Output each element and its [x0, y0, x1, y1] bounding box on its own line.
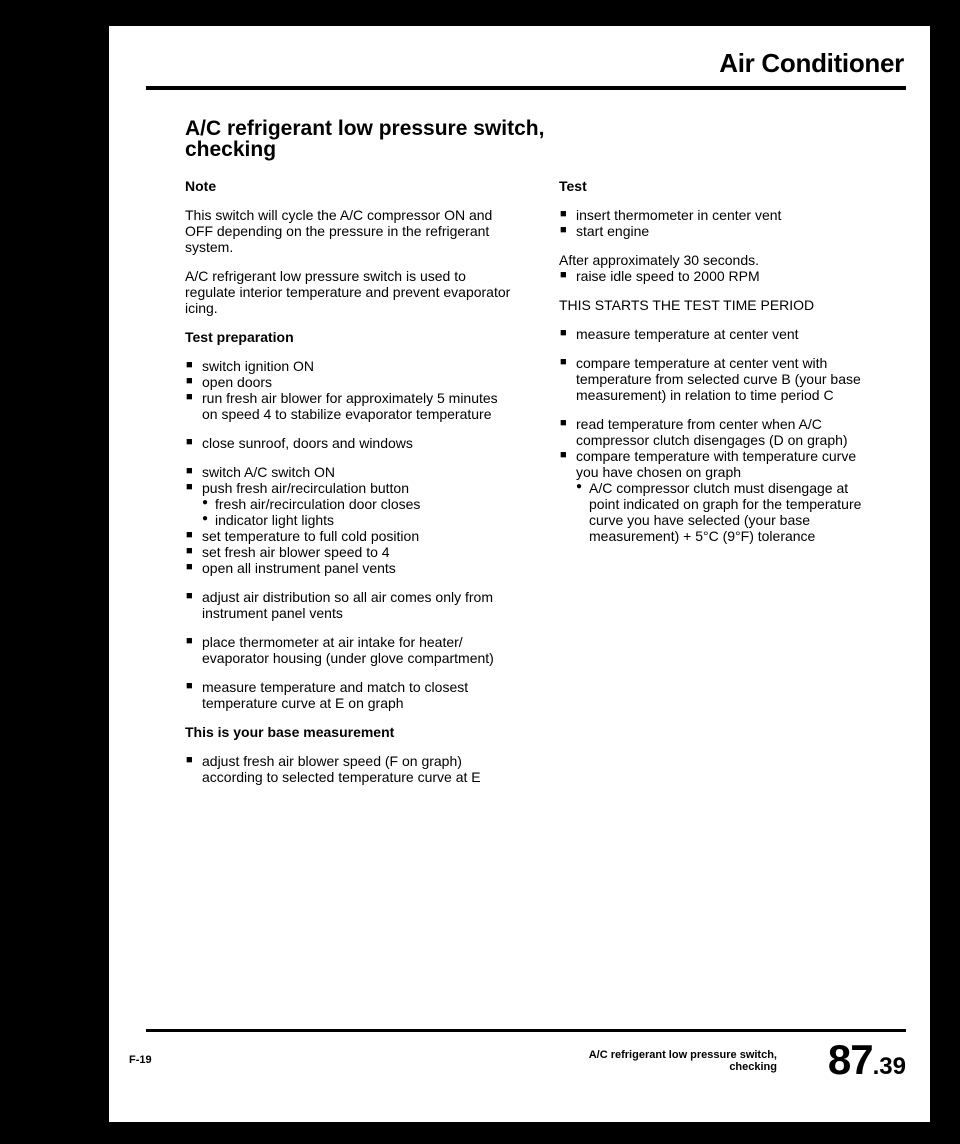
after-text: After approximately 30 seconds.	[559, 252, 759, 268]
bullet-item: ■ set temperature to full cold position	[185, 528, 515, 544]
bullet-item: ■ measure temperature at center vent	[559, 326, 879, 342]
page-header-title: Air Conditioner	[719, 48, 904, 78]
bullet-group	[559, 252, 879, 284]
footer-caption	[577, 1049, 777, 1073]
left-column	[185, 178, 515, 798]
bullet-group	[559, 207, 879, 239]
note-paragraph-1: This switch will cycle the A/C compressor ON and OFF depending on the pressure in the refrigerant system.	[185, 207, 493, 255]
page-number-minor: .39	[872, 1053, 906, 1080]
header-rule	[146, 86, 906, 90]
page-number	[828, 1036, 906, 1084]
bullet-item: ■ adjust fresh air blower speed (F on graph) according to selected temperature curve at E	[185, 753, 515, 785]
bullet-group	[185, 358, 515, 422]
test-period-text: THIS STARTS THE TEST TIME PERIOD	[559, 297, 815, 313]
page-number-major: 87	[827, 1036, 873, 1083]
note-paragraph-2: A/C refrigerant low pressure switch is used to regulate interior temperature and prevent evaporator icing.	[185, 268, 511, 316]
footer-caption-line-2: checking	[729, 1061, 777, 1073]
section-title: A/C refrigerant low pressure switch, checking	[185, 117, 545, 161]
sub-bullet-item: ● A/C compressor clutch must disengage at point indicated on graph for the temperature curve you have selected (your base measurement) + 5°C (9°F) tolerance	[559, 480, 879, 544]
bullet-item: ■ read temperature from center when A/C compressor clutch disengages (D on graph)	[559, 416, 879, 448]
test-heading: Test	[559, 178, 587, 194]
bullet-group	[185, 634, 515, 666]
bullet-group	[185, 589, 515, 621]
base-measurement-heading: This is your base measurement	[185, 724, 395, 740]
bullet-item: ■ compare temperature with temperature curve you have chosen on graph	[559, 448, 879, 480]
bullet-group	[185, 464, 515, 576]
footer-caption-line-1: A/C refrigerant low pressure switch,	[588, 1049, 777, 1061]
footer-code: F-19	[129, 1054, 152, 1066]
sub-bullet-item: ● indicator light lights	[185, 512, 515, 528]
bullet-group	[185, 435, 515, 451]
bullet-item: ■ set fresh air blower speed to 4	[185, 544, 515, 560]
bullet-item: ■ compare temperature at center vent with temperature from selected curve B (your base measurement) in relation to time period C	[559, 355, 879, 403]
bullet-item: ■ close sunroof, doors and windows	[185, 435, 515, 451]
bullet-item: ■ insert thermometer in center vent	[559, 207, 879, 223]
sub-bullet-item: ● fresh air/recirculation door closes	[185, 496, 515, 512]
bullet-item: ■ adjust air distribution so all air comes only from instrument panel vents	[185, 589, 515, 621]
bullet-item: ■ open doors	[185, 374, 515, 390]
bullet-group	[185, 753, 515, 785]
test-preparation-heading: Test preparation	[185, 329, 294, 345]
note-heading: Note	[185, 178, 217, 194]
bullet-item: ■ run fresh air blower for approximately 5 minutes on speed 4 to stabilize evaporator temperature	[185, 390, 515, 422]
bullet-item: ■ push fresh air/recirculation button	[185, 480, 515, 496]
bullet-item: ■ measure temperature and match to closest temperature curve at E on graph	[185, 679, 515, 711]
manual-page	[109, 26, 930, 1122]
bullet-group	[185, 679, 515, 711]
right-column	[559, 178, 879, 557]
bullet-item: ■ switch A/C switch ON	[185, 464, 515, 480]
bullet-group	[559, 355, 879, 403]
bullet-item: ■ switch ignition ON	[185, 358, 515, 374]
bullet-group	[559, 416, 879, 544]
footer-rule	[146, 1029, 906, 1032]
bullet-item: ■ open all instrument panel vents	[185, 560, 515, 576]
bullet-group	[559, 326, 879, 342]
bullet-item: ■ place thermometer at air intake for heater/ evaporator housing (under glove compartment)	[185, 634, 515, 666]
bullet-item: ■ start engine	[559, 223, 879, 239]
bullet-item: ■ raise idle speed to 2000 RPM	[559, 268, 879, 284]
